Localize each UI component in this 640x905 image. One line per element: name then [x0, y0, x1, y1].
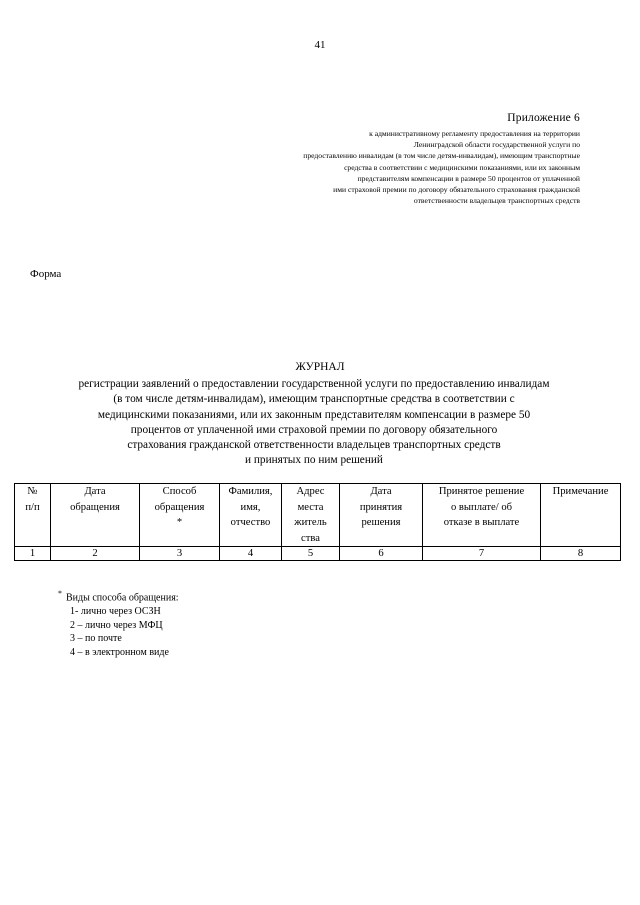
column-number-cell: 4	[220, 547, 282, 561]
journal-subtitle-line: регистрации заявлений о предоставлении государственной услуги по предоставлению инвалидам	[78, 378, 550, 390]
footnote-item: 3 – по почте	[70, 633, 122, 645]
column-header-decision-date: Дата принятия решения	[340, 484, 423, 547]
appendix-header	[160, 112, 580, 206]
column-number-cell: 8	[541, 547, 621, 561]
column-header-request-method: Способ обращения *	[140, 484, 220, 547]
page-number: 41	[314, 39, 326, 51]
journal-subtitle	[28, 377, 600, 469]
appendix-line: средства в соответствии с медицинскими показаниями, или их законным	[344, 162, 580, 172]
column-number-cell: 5	[282, 547, 340, 561]
form-label: Форма	[30, 268, 62, 280]
footnote	[58, 587, 179, 659]
appendix-line: ответственности владельцев транспортных средств	[413, 196, 580, 206]
journal-subtitle-line: медицинскими показаниями, или их законным представителям компенсации в размере 50	[97, 408, 531, 421]
journal-subtitle-line: процентов от уплаченной ими страховой премии по договору обязательного	[130, 423, 498, 436]
appendix-caption	[160, 128, 580, 206]
journal-subtitle-line: (в том числе детям-инвалидам), имеющим транспортные средства в соответствии с	[113, 393, 515, 406]
table-row	[15, 547, 621, 561]
appendix-line: предоставлению инвалидам (в том числе детям-инвалидам), имеющим транспортные	[303, 151, 580, 161]
column-number-cell: 7	[423, 547, 541, 561]
column-header-decision: Принятое решение о выплате/ об отказе в выплате	[423, 484, 541, 547]
column-header-request-date: Дата обращения	[51, 484, 140, 547]
column-number-cell: 2	[51, 547, 140, 561]
appendix-line: к административному регламенту предоставления на территории	[369, 129, 580, 138]
footnote-title	[58, 587, 179, 605]
footnote-item: 1- лично через ОСЗН	[70, 605, 161, 617]
appendix-line: представителям компенсации в размере 50 процентов от уплаченной	[357, 173, 580, 183]
journal-title: ЖУРНАЛ	[295, 361, 345, 373]
footnote-marker: *	[58, 589, 62, 598]
footnote-item: 4 – в электронном виде	[70, 646, 169, 658]
journal-subtitle-line: страхования гражданской ответственности владельцев транспортных средств	[127, 439, 501, 452]
column-number-cell: 6	[340, 547, 423, 561]
column-header-full-name: Фамилия, имя, отчество	[220, 484, 282, 547]
column-header-number: № п/п	[15, 484, 51, 547]
footnote-item: 2 – лично через МФЦ	[70, 619, 163, 631]
column-header-note: Примечание	[541, 484, 621, 547]
appendix-line: Ленинградской области государственной услуги по	[413, 140, 580, 150]
appendix-line: ими страховой премии по договору обязательного страхования гражданской	[333, 185, 580, 195]
appendix-title: Приложение 6	[507, 112, 580, 124]
register-table	[14, 483, 621, 561]
column-number-cell: 3	[140, 547, 220, 561]
column-header-address: Адрес места житель ства	[282, 484, 340, 547]
footnote-title-text: Виды способа обращения:	[66, 592, 179, 604]
journal-subtitle-line: и принятых по ним решений	[245, 454, 383, 467]
table-header-row	[15, 484, 621, 547]
column-number-cell: 1	[15, 547, 51, 561]
